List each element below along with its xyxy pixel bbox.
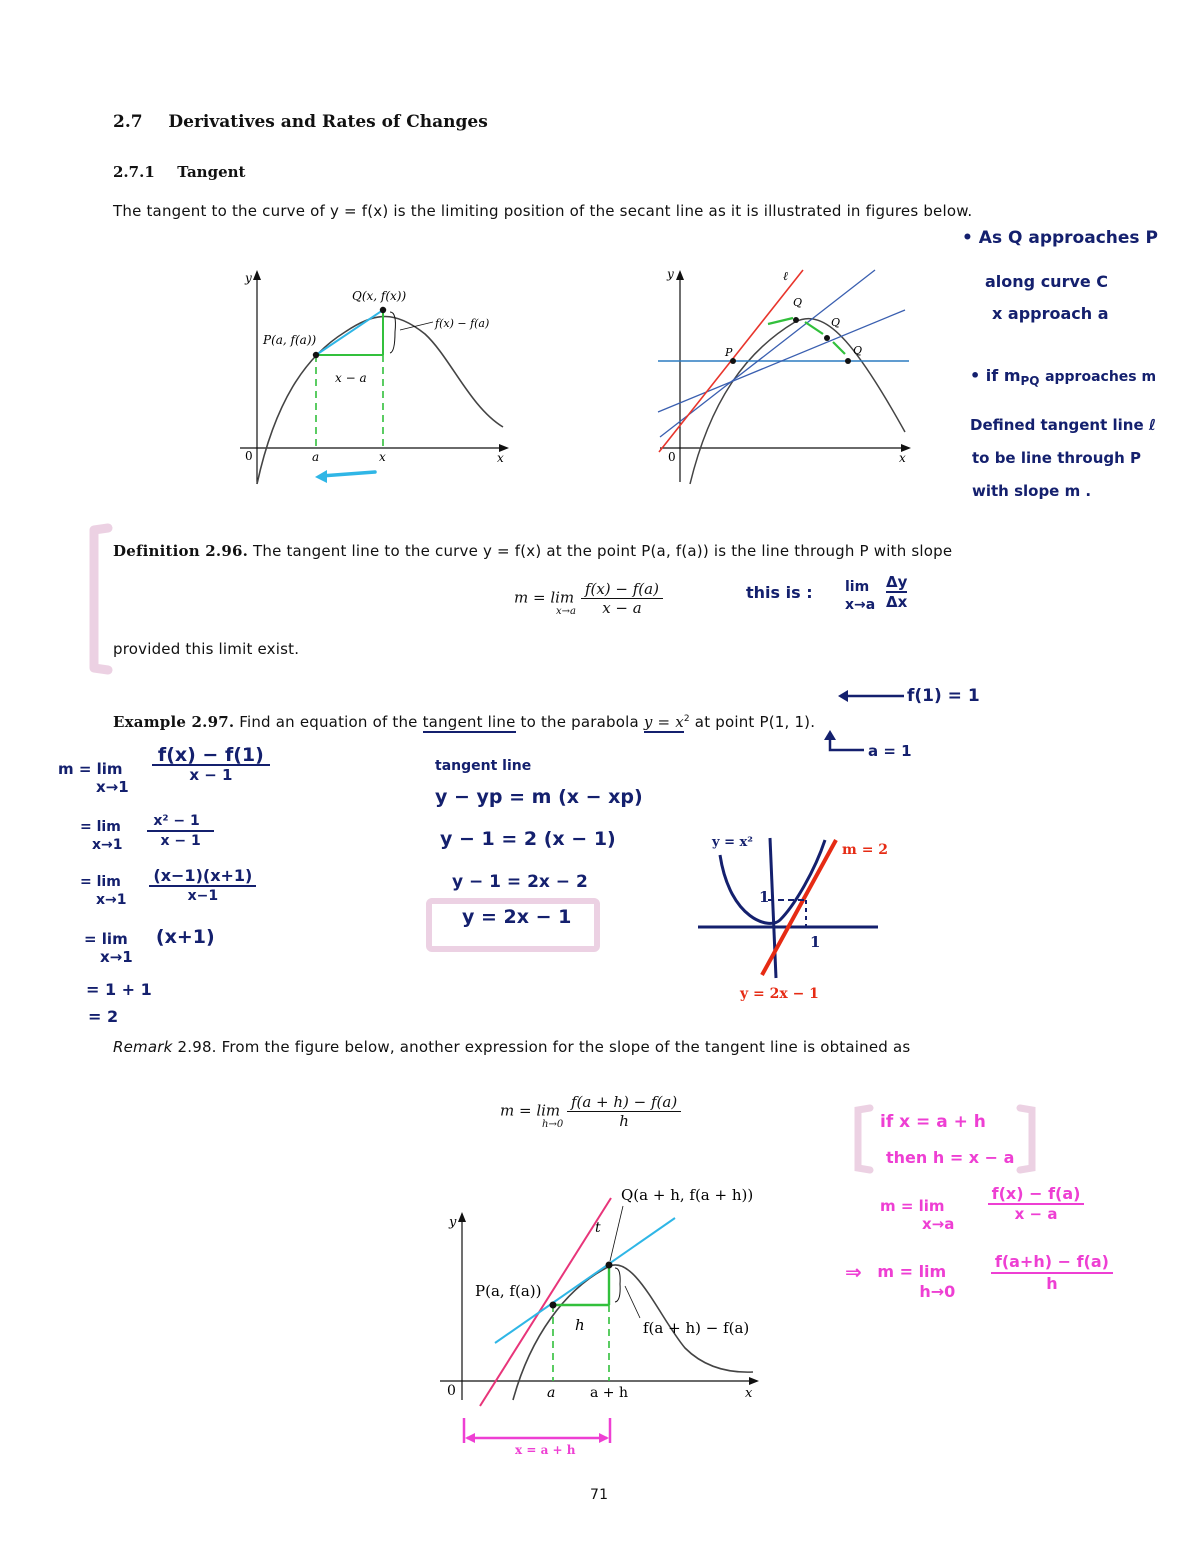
work-step-6: = 2 (88, 1007, 119, 1026)
fig3-origin: 0 (447, 1383, 456, 1399)
pink-m1 (880, 1184, 1084, 1233)
fig1-run-label: x − a (335, 371, 367, 385)
subsection-heading (113, 163, 245, 181)
fig1-p-label: P(a, f(a)) (263, 333, 317, 347)
work-step-4 (84, 926, 215, 966)
figure-tangent-h (435, 1178, 775, 1458)
work-4-rest: (x+1) (155, 926, 215, 948)
subsection-number: 2.7.1 (113, 163, 155, 181)
work-substituted: y − 1 = 2 (x − 1) (440, 828, 616, 850)
definition-bracket (86, 522, 116, 677)
note-pq-sub: PQ (1020, 374, 1040, 389)
pink-m2-lhs: m = lim (877, 1262, 947, 1281)
note-line-through: to be line through P (972, 449, 1142, 467)
work-2-num: x² − 1 (147, 812, 213, 832)
def-note-frac (886, 573, 907, 611)
example-text-mid: to the parabola (520, 713, 639, 731)
fig3-ah-tick: a + h (590, 1385, 628, 1401)
work-3-sub: x→1 (96, 892, 127, 908)
remark-lhs: m = lim (500, 1101, 561, 1120)
remark-number: 2.98. (177, 1038, 217, 1056)
example-text-pre: Find an equation of the (239, 713, 418, 731)
remark-sub: h→0 (542, 1119, 564, 1130)
fig3-brace-label: x = a + h (515, 1443, 576, 1457)
fig1-q-label: Q(x, f(x)) (352, 289, 407, 303)
work-1-den: x − 1 (189, 766, 233, 784)
remark-label: Remark (113, 1038, 173, 1056)
sketch-slope-label: m = 2 (842, 842, 889, 858)
parabola-sketch (690, 810, 900, 1010)
definition-label: Definition 2.96. (113, 542, 249, 560)
remark-formula (500, 1093, 681, 1130)
page-number: 71 (590, 1487, 609, 1503)
example-label: Example 2.97. (113, 713, 235, 731)
work-3-num: (x−1)(x+1) (149, 867, 256, 887)
work-3-lhs: = lim (80, 874, 121, 890)
fig1-x-tick: x (379, 450, 386, 464)
pink-if: if x = a + h (880, 1112, 986, 1132)
fig3-q-label: Q(a + h, f(a + h)) (621, 1186, 754, 1204)
pink-m1-lhs: m = lim (880, 1197, 945, 1215)
note-along-curve: along curve C (985, 272, 1109, 291)
fig3-a-tick: a (547, 1385, 556, 1401)
work-step-5: = 1 + 1 (86, 980, 152, 999)
section-heading (113, 112, 488, 132)
example-note-a1: a = 1 (868, 742, 912, 760)
def-note-lim-word: lim (845, 579, 870, 595)
note-approaches-m: approaches m (1045, 369, 1157, 385)
work-step-3 (80, 866, 256, 909)
work-2-lhs: = lim (80, 819, 121, 835)
fig2-origin: 0 (668, 450, 676, 464)
figure-secant (235, 262, 515, 492)
note-q-approaches: • As Q approaches P (962, 228, 1158, 248)
pink-arrow: ⇒ (845, 1260, 862, 1284)
example-curve: y = x (643, 713, 684, 731)
def-note-den: Δx (886, 593, 908, 611)
work-expanded: y − 1 = 2x − 2 (452, 872, 588, 892)
section-title: Derivatives and Rates of Changes (168, 112, 488, 132)
definition-sub: x→a (556, 606, 576, 617)
work-1-num: f(x) − f(1) (152, 746, 270, 766)
fig2-l-label: ℓ (783, 269, 788, 283)
work-point-slope: y − yp = m (x − xp) (435, 786, 643, 808)
def-note-lim-sub: x→a (845, 597, 876, 613)
fig2-y-label: y (667, 267, 674, 281)
fig3-p-label: P(a, f(a)) (475, 1282, 542, 1300)
note-with-slope: with slope m . (972, 482, 1092, 500)
sketch-one-x: 1 (810, 933, 821, 951)
pink-m2-sub: h→0 (919, 1282, 956, 1301)
def-note-num: Δy (886, 573, 908, 591)
remark-text: From the figure below, another expression for the slope of the tangent line is obtained as (221, 1038, 911, 1056)
subsection-title: Tangent (177, 163, 246, 181)
fig3-y-label: y (449, 1215, 457, 1230)
fig2-x-label: x (899, 451, 906, 465)
work-1-lhs: m = lim (58, 760, 123, 778)
definition-formula (514, 580, 663, 617)
section-number: 2.7 (113, 112, 143, 132)
definition-statement (113, 542, 1113, 560)
work-step-1 (58, 744, 270, 796)
fig1-x-label: x (497, 451, 504, 465)
note-x-approach: x approach a (992, 304, 1109, 323)
definition-text: The tangent line to the curve y = f(x) at the point P(a, f(a)) is the line through P with slope (253, 542, 953, 560)
work-step-2 (80, 813, 214, 854)
definition-after: provided this limit exist. (113, 640, 300, 658)
note-if-m-line (970, 366, 1156, 388)
remark-statement (113, 1038, 1113, 1056)
fig3-rise-label: f(a + h) − f(a) (643, 1319, 750, 1337)
pink-then: then h = x − a (886, 1148, 1015, 1167)
definition-den: x − a (602, 599, 642, 617)
fig3-h-label: h (575, 1316, 585, 1334)
work-3-den: x−1 (187, 888, 219, 904)
work-2-den: x − 1 (160, 833, 201, 849)
fig2-q2-label: Q (831, 316, 841, 329)
figure-secant-limit (655, 262, 915, 487)
note-defined-tangent: Defined tangent line ℓ (970, 416, 1156, 434)
def-note-lim (845, 578, 875, 614)
fig1-rise-label: f(x) − f(a) (435, 317, 490, 330)
pink-m2 (845, 1252, 1113, 1302)
fig3-x-label: x (745, 1386, 753, 1401)
fig3-t-label: t (595, 1220, 601, 1236)
pink-m2-num: f(a+h) − f(a) (991, 1252, 1113, 1274)
definition-lhs: m = lim (514, 588, 575, 607)
fig2-p-label: P (725, 346, 733, 359)
pink-m1-den: x − a (1014, 1205, 1058, 1223)
definition-num: f(x) − f(a) (581, 580, 663, 599)
sketch-line-label: y = 2x − 1 (740, 986, 819, 1002)
work-4-lhs: = lim (84, 930, 128, 948)
sketch-one-y: 1 (759, 888, 770, 906)
work-answer: y = 2x − 1 (462, 906, 572, 928)
example-note-f1: f(1) = 1 (907, 686, 980, 706)
fig2-q1-label: Q (793, 296, 803, 309)
pink-m1-sub: x→a (922, 1215, 955, 1233)
example-statement (113, 713, 1113, 731)
remark-den: h (619, 1112, 629, 1130)
pink-m2-den: h (1046, 1274, 1058, 1293)
remark-num: f(a + h) − f(a) (567, 1093, 681, 1112)
work-2-sub: x→1 (92, 837, 123, 853)
fig1-origin: 0 (245, 449, 253, 463)
note-if-m: • if m (970, 366, 1021, 385)
work-1-sub: x→1 (96, 778, 129, 796)
fig2-q3-label: Q (853, 344, 863, 357)
def-note-this-is: this is : (746, 583, 813, 602)
fig1-y-label: y (245, 271, 252, 285)
example-text-post: at point P(1, 1). (694, 713, 816, 731)
pink-m1-num: f(x) − f(a) (988, 1185, 1085, 1205)
fig1-a-tick: a (312, 450, 320, 464)
example-curve-exp: 2 (683, 714, 690, 724)
intro-text: The tangent to the curve of y = f(x) is the limiting position of the secant line as it is illustrated in figures below. (113, 202, 973, 220)
work-tangent-line-title: tangent line (435, 758, 532, 774)
example-text-tangent: tangent line (422, 713, 516, 731)
work-4-sub: x→1 (100, 948, 133, 966)
sketch-curve-label: y = x² (712, 835, 753, 850)
